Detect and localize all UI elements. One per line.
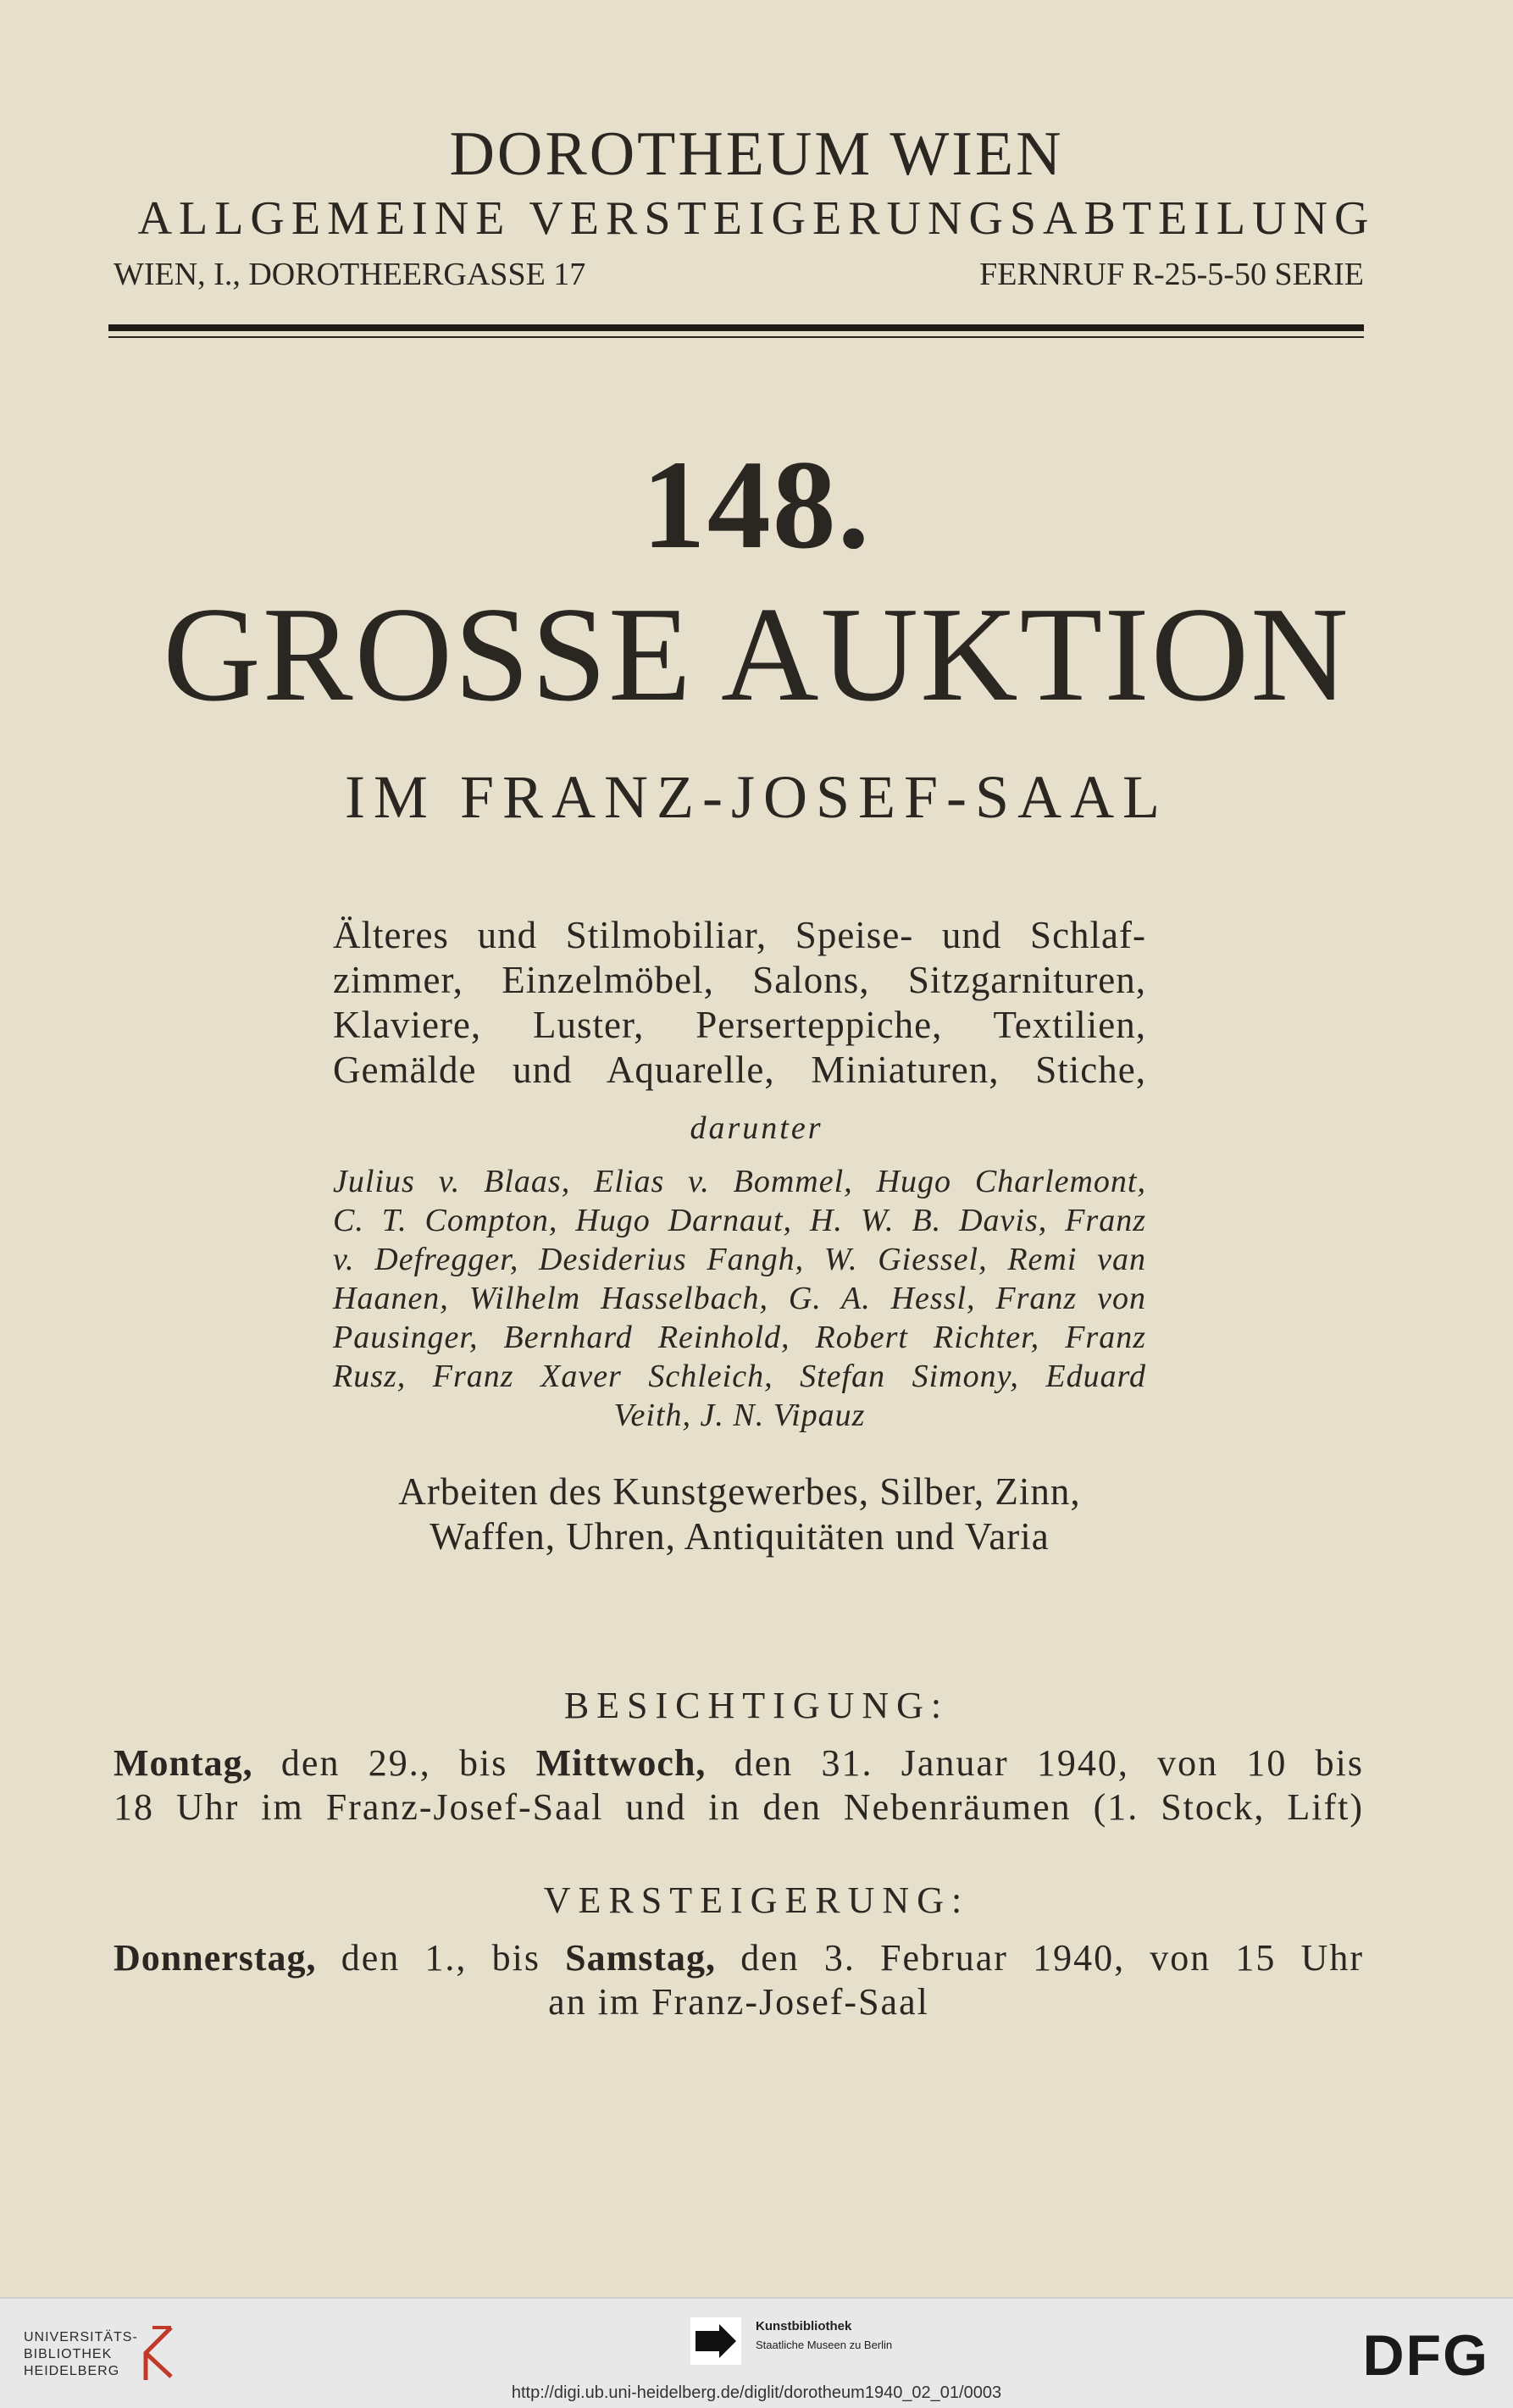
header-address: WIEN, I., DOROTHEERGASSE 17 — [114, 257, 586, 292]
artists-line: Rusz, Franz Xaver Schleich, Stefan Simony, Eduard — [333, 1359, 1146, 1394]
viewing-line-2: 18 Uhr im Franz-Josef-Saal und in den Nebenräumen (1. Stock, Lift) — [114, 1786, 1364, 1828]
artists-line: v. Defregger, Desiderius Fangh, W. Giessel, Remi van — [333, 1242, 1146, 1277]
more-items-line: Arbeiten des Kunstgewerbes, Silber, Zinn, — [398, 1470, 1081, 1513]
viewing-day-from: Montag, — [114, 1742, 253, 1784]
uni-library-name — [24, 2329, 138, 2380]
items-paragraph — [333, 913, 1146, 1093]
items-line: zimmer, Einzelmöbel, Salons, Sitzgarnituren, — [333, 959, 1146, 1001]
uni-line: HEIDELBERG — [24, 2364, 120, 2378]
artists-paragraph — [333, 1162, 1146, 1435]
dfg-logo: DFG — [1362, 2323, 1489, 2388]
artists-line: Julius v. Blaas, Elias v. Bommel, Hugo Charlemont, — [333, 1164, 1146, 1199]
sale-text-b: den 3. Februar 1940, von 15 Uhr — [740, 1937, 1364, 1979]
sale-schedule — [114, 1936, 1364, 2024]
sale-heading: VERSTEIGERUNG: — [543, 1879, 970, 1921]
header-subtitle: ALLGEMEINE VERSTEIGERUNGSABTEILUNG — [137, 192, 1376, 245]
artists-line: Haanen, Wilhelm Hasselbach, G. A. Hessl, Franz von — [333, 1281, 1146, 1316]
kb-title: Kunstbibliothek — [756, 2319, 852, 2333]
darunter-label: darunter — [690, 1110, 823, 1146]
viewing-line-1 — [114, 1741, 1364, 1785]
viewing-text-a: den 29., bis — [280, 1742, 508, 1784]
auction-venue: IM FRANZ-JOSEF-SAAL — [344, 763, 1169, 831]
more-items-line: Waffen, Uhren, Antiquitäten und Varia — [430, 1515, 1050, 1558]
sale-day-from: Donnerstag, — [114, 1937, 317, 1979]
artists-line: Veith, J. N. Vipauz — [613, 1398, 866, 1433]
header-phone: FERNRUF R-25-5-50 SERIE — [979, 257, 1364, 292]
header-rule-thin — [108, 336, 1364, 338]
sale-line-2: an im Franz-Josef-Saal — [548, 1981, 929, 2023]
viewing-schedule — [114, 1741, 1364, 1830]
uni-logo-icon — [134, 2324, 181, 2383]
kb-subtitle: Staatliche Museen zu Berlin — [756, 2339, 893, 2351]
uni-line: BIBLIOTHEK — [24, 2347, 113, 2361]
more-items-paragraph — [333, 1470, 1146, 1559]
auction-number: 148. — [641, 435, 872, 575]
viewing-heading: BESICHTIGUNG: — [563, 1685, 950, 1726]
source-url[interactable]: http://digi.ub.uni-heidelberg.de/diglit/dorotheum1940_02_01/0003 — [511, 2383, 1002, 2402]
digitization-footer — [0, 2297, 1513, 2408]
auction-title: GROSSE AUKTION — [163, 578, 1350, 729]
viewing-text-b: den 31. Januar 1940, von 10 bis — [734, 1742, 1364, 1784]
sale-line-1 — [114, 1936, 1364, 1980]
artists-line: Pausinger, Bernhard Reinhold, Robert Richter, Franz — [333, 1320, 1146, 1355]
header-title: DOROTHEUM WIEN — [449, 119, 1064, 189]
sale-day-to: Samstag, — [565, 1937, 717, 1979]
header-rule-thick — [108, 324, 1364, 331]
items-line: Älteres und Stilmobiliar, Speise- und Schlaf- — [333, 914, 1146, 956]
kunstbibliothek-text — [756, 2319, 892, 2351]
items-line: Gemälde und Aquarelle, Miniaturen, Stiche, — [333, 1049, 1146, 1091]
sale-text-a: den 1., bis — [341, 1937, 540, 1979]
viewing-day-to: Mittwoch, — [535, 1742, 707, 1784]
artists-line: C. T. Compton, Hugo Darnaut, H. W. B. Davis, Franz — [333, 1203, 1146, 1238]
kunstbibliothek-logo-icon — [690, 2317, 741, 2365]
uni-line: UNIVERSITÄTS- — [24, 2330, 138, 2344]
items-line: Klaviere, Luster, Perserteppiche, Textilien, — [333, 1004, 1146, 1046]
